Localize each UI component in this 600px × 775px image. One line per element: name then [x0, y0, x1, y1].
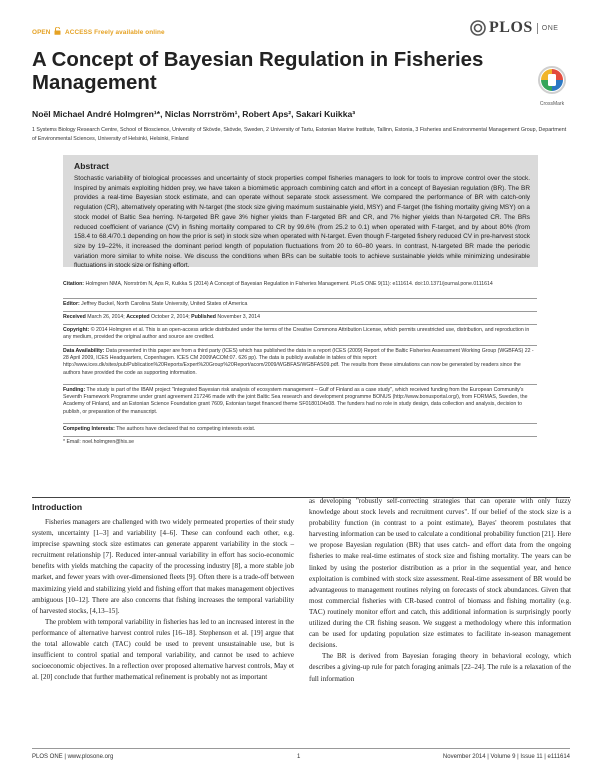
received-date: March 26, 2014;: [87, 314, 125, 320]
plos-wordmark: PLOS: [489, 19, 533, 36]
author-list: Noël Michael André Holmgren¹*, Niclas Norrström¹, Robert Aps², Sakari Kuikka³: [32, 109, 356, 119]
introduction-heading: Introduction: [32, 502, 83, 512]
data-availability: [63, 348, 537, 377]
meta-divider: [63, 384, 537, 385]
footer-journal-name: PLOS ONE: [32, 754, 63, 760]
access-label: ACCESS: [65, 29, 93, 36]
corresponding-email: [63, 439, 537, 446]
paragraph: The BR is derived from Bayesian foraging theory in behavioral ecology, which describes a giving-up rule for patch foraging animals [22–24]. The rule is a relaxation of the full information: [309, 652, 571, 683]
data-availability-text: Data presented in this paper are from a third party (ICES) which has published the data in a report (ICES (2009) Report of the Baltic Fisheries Assessment Working Group (WGBFAS) 22 - 28 April 2009, ICES Headquarters, Copenhagen. ICES CM 2009\ACOM:07. 626 pp). The data is publicly available in tables of this report: http://www.ices.dk/sites/pub/Publication%20Reports/Expert%20Group%20Report/acom/2009/WGBFAS/WGBFAS09.pdf. The results from these simulations can now be generated by readers since the authors have provided the code as supporting information.: [63, 348, 534, 376]
paragraph: The problem with temporal variability in fisheries has led to an increased interest in the performance of alternative harvest control rules [16–18]. Stephenson et al. [19] argue that the total allowable catch (TAC) could be used to prevent unsustainable use, but is insufficient to control spatial and temporal variability, and cannot be used to achieve socioeconomic objectives. In a reflection over proposed alternative harvest controls, May et al. [20] conclude that further mathematical refinement is probably not as important: [32, 617, 294, 682]
crossmark-label: CrossMark: [539, 101, 565, 107]
paragraph: Fisheries managers are challenged with two widely permeated properties of their study system, uncertainty [1–3] and variability [4–6]. These can confound each other, e.g. imprecise spawning stock size estimates can generate apparent variability in the stock – recruitment relationship [7]. Reduced inter-annual variability in effort has socio-economic benefits with yields matching the capacity of the processing industry [8], a more stable job market, and fewer years with over-dimensioned fleets [9]. Often there is a trade-off between maximizing yield and stabilizing yield and fishing effort that makes management objectives ambiguous [10–12]. There are also concerns that fishing increases the temporal variability of harvested stocks, [4,13–15].: [32, 518, 294, 615]
abstract-heading: Abstract: [74, 161, 109, 171]
left-column: [32, 517, 294, 683]
abstract-text: Stochastic variability of biological processes and uncertainty of stock properties compel fisheries managers to look for tools to improve control over the stock. Inspired by animals exploiting hidden prey, we have taken a biomimetic approach combining catch and effort in a concept of Bayesian regulation (BR). The BR provides a real-time Bayesian stock estimate, and can operate without separate stock assessment. We compared the performance of BR with catch-only regulation (CR), alternatively operating with N-target (the stock size giving maximum sustainable yield, MSY) and F-target (the fishing mortality giving MSY) on a stock model of Baltic Sea herring. N-targeted BR gave 3% higher yields than F-targeted BR and CR, and 7% higher yields than N-targeted CR. The BRs reduced coefficient of variance (CV) in fishing mortality compared to CR by 99.6% (from 25.2 to 0.1) when operated with F-target, and by about 80% (from 158.4 to 68.4/70.1 depending on how the prior is set) in stock size when operated with N-target. Even though F-targeted fishery reduced CV in pre-harvest stock size by 19–22%, it increased the dominant period length of population fluctuations from 20 to 60–80 years. In contrast, N-targeted BR made the periodic variation more similar to white noise. We discuss the conditions when BRs can be suitable tools to achieve sustainable yields while minimizing undesirable fluctuations in stock size or fishing effort.: [74, 175, 530, 270]
copyright-label: Copyright:: [63, 327, 90, 333]
copyright-text: © 2014 Holmgren et al. This is an open-access article distributed under the terms of the Creative Commons Attribution License, which permits unrestricted use, distribution, and reproduction in any medium, provided the original author and source are credited.: [63, 327, 530, 341]
email-label: * Email:: [63, 439, 81, 445]
accepted-label: Accepted: [126, 314, 150, 320]
competing-label: Competing Interests:: [63, 426, 115, 432]
meta-divider: [63, 298, 537, 299]
email-address[interactable]: noel.holmgren@his.se: [82, 439, 135, 445]
open-access-banner: [32, 27, 165, 36]
accepted-date: October 2, 2014;: [151, 314, 190, 320]
received-label: Received: [63, 314, 86, 320]
page-number: 1: [297, 754, 301, 760]
footer-issue: November 2014 | Volume 9 | Issue 11 | e111614: [442, 754, 570, 760]
meta-divider: [63, 311, 537, 312]
data-availability-label: Data Availability:: [63, 348, 105, 354]
published-label: Published: [191, 314, 216, 320]
logo-divider: [537, 23, 538, 34]
footer-divider: [32, 748, 570, 749]
funding-label: Funding:: [63, 387, 86, 393]
open-lock-icon: [54, 27, 61, 35]
journal-logo[interactable]: [470, 19, 558, 37]
editor-text: Jeffrey Buckel, North Carolina State University, United States of America: [81, 301, 248, 307]
copyright: [63, 327, 537, 341]
footer-url[interactable]: | www.plosone.org: [64, 754, 114, 760]
editor-label: Editor:: [63, 301, 80, 307]
footer-journal: [32, 754, 113, 760]
paper-title: A Concept of Bayesian Regulation in Fisheries Management: [32, 49, 484, 94]
meta-divider: [63, 345, 537, 346]
journal-sub-label: ONE: [541, 24, 559, 32]
right-column: [309, 496, 571, 685]
crossmark-badge[interactable]: [531, 65, 573, 107]
citation-label: Citation:: [63, 281, 85, 287]
funding: [63, 387, 537, 416]
citation-text: Holmgren NMA, Norrström N, Aps R, Kuikka S (2014) A Concept of Bayesian Regulation in Fisheries Management. PLoS ONE 9(11): e111614. doi:10.1371/journal.pone.0111614: [85, 281, 493, 287]
meta-divider: [63, 324, 537, 325]
citation: [63, 281, 537, 288]
freely-available-label: Freely available online: [94, 29, 165, 36]
plos-circles-icon: [470, 20, 486, 36]
editor: [63, 301, 537, 308]
funding-text: The study is part of the IBAM project "Integrated Bayesian risk analysis of ecosystem management – Gulf of Finland as a case study", which received funding from the European Community's Seventh Framework Programme under grant agreement 217246 made with the joint Baltic Sea research and development programme BONUS (http://www.bonusportal.org/), from FORMAS, Sweden, the Academy of Finland, and an Estonian Science Foundation grant 7609, Estonian target financed theme SF0180104s08. The funders had no role in study design, data collection and analysis, decision to publish, or preparation of the manuscript.: [63, 387, 528, 415]
open-label: OPEN: [32, 29, 51, 36]
affiliations: 1 Systems Biology Research Centre, School of Bioscience, University of Skövde, Skövde, Sweden, 2 University of Tartu, Estonian Marine Institute, Tallinn, Estonia, 3 Fisheries and Environmental Management Group, Department of Environmental Sciences, University of Helsinki, Helsinki, Finland: [32, 127, 567, 142]
paragraph: as developing "robustly self-correcting strategies that can operate with only fuzzy knowledge about stock levels and recruitment curves". If our belief of the stock size is a probability function (in contrast to a point estimate), Bayes' theorem postulates that harvesting information can be used to calculate a conditional probability function [21]. Here we propose Bayesian regulation (BR) that uses catch- and effort data from the ongoing fisheries to make real-time estimates of stock size and fishing mortality. The years can be linked by using the posterior distribution as a prior in the sequential year, and hence exploitation is combined with stock size assessment. Real-time assessment of BR would be advantageous to management routines relying on forecasts of stock abundances. Given that most commercial fisheries with CR-based control of biomass and fishing mortality (e.g. TAC) routinely monitor effort and catch, this additional information is surprisingly poorly utilized during the CR fishing season. We suggest a methodology where this information can be used for updating population size estimates to facilitate in-season management decisions.: [309, 497, 571, 650]
competing-interests: [63, 426, 537, 433]
competing-text: The authors have declared that no competing interests exist.: [116, 426, 256, 432]
published-date: November 3, 2014: [217, 314, 261, 320]
dates: [63, 314, 537, 321]
meta-divider: [63, 436, 537, 437]
crossmark-icon: [537, 65, 567, 95]
meta-divider: [63, 423, 537, 424]
